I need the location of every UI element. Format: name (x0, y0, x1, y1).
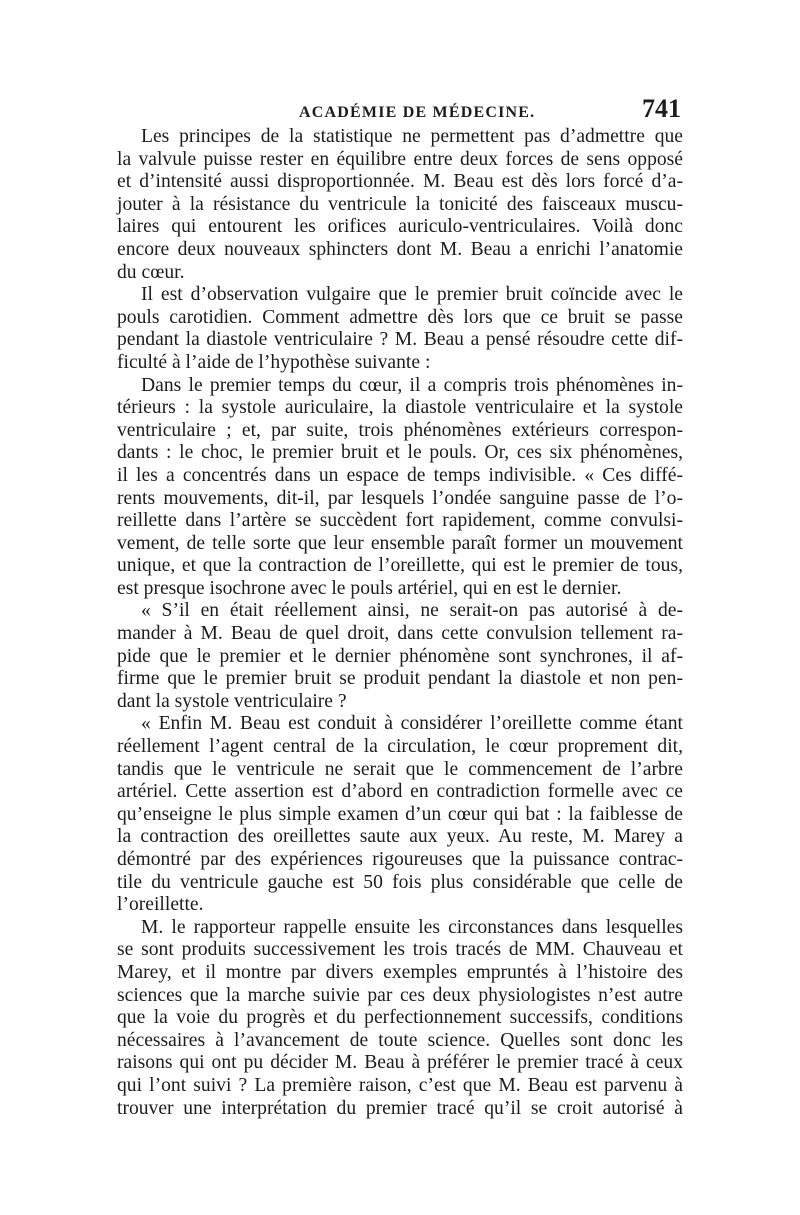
paragraph (117, 375, 683, 601)
text-line: est presque isochrone avec le pouls artériel, qui en est le dernier. (117, 577, 622, 599)
text-line: démontré par des expériences rigoureuses que la puissance contrac- (117, 849, 683, 870)
text-line: unique, et que la contraction de l’oreillette, qui est le premier de tous, (117, 555, 683, 577)
text-line: réellement l’agent central de la circulation, le cœur proprement dit, (117, 736, 683, 758)
running-title: ACADÉMIE DE MÉDECINE. (299, 104, 536, 121)
text-line: térieurs : la systole auriculaire, la diastole ventriculaire et la systole (117, 397, 683, 419)
text-line: ficulté à l’aide de l’hypothèse suivante : (117, 351, 431, 373)
text-line: pide que le premier et le dernier phénomène sont synchrones, il af- (117, 645, 683, 667)
text-line: nécessaires à l’avancement de toute science. Quelles sont donc les (117, 1029, 683, 1051)
text-line: Les principes de la statistique ne permettent pas d’admettre que (141, 126, 683, 147)
text-line: sciences que la marche suivie par ces deux physiologistes n’est autre (117, 984, 683, 1006)
text-line: reillette dans l’artère se succèdent fort rapidement, comme convulsi- (117, 510, 683, 532)
text-line: la valvule puisse rester en équilibre entre deux forces de sens opposé (117, 148, 683, 170)
text-line: dant la systole ventriculaire ? (117, 690, 347, 712)
paragraph (117, 600, 683, 713)
text-line: « Enfin M. Beau est conduit à considérer l’oreillette comme étant (141, 713, 683, 735)
text-line: et d’intensité aussi disproportionnée. M. Beau est dès lors forcé d’a- (117, 171, 683, 193)
text-line: Marey, et il montre par divers exemples empruntés à l’histoire des (117, 961, 683, 983)
text-line: raisons qui ont pu décider M. Beau à préférer le premier tracé à ceux (117, 1052, 683, 1074)
text-line: rents mouvements, dit-il, par lesquels l’ondée sanguine passe de l’o- (117, 487, 683, 509)
text-line: Dans le premier temps du cœur, il a compris trois phénomènes in- (141, 374, 683, 396)
text-line: pouls carotidien. Comment admettre dès lors que ce bruit se passe (117, 306, 683, 328)
text-line: trouver une interprétation du premier tracé qu’il se croit autorisé à (117, 1097, 683, 1119)
text-line: dants : le choc, le premier bruit et le pouls. Or, ces six phénomènes, (117, 442, 683, 464)
text-line: pendant la diastole ventriculaire ? M. Beau a pensé résoudre cette dif- (117, 329, 683, 351)
text-line: laires qui entourent les orifices auriculo-ventriculaires. Voilà donc (117, 216, 683, 238)
text-line: tandis que le ventricule ne serait que le commencement de l’arbre (117, 758, 683, 780)
text-line: Il est d’observation vulgaire que le premier bruit coïncide avec le (141, 284, 683, 306)
text-line: qu’enseigne le plus simple examen d’un cœur qui bat : la faiblesse de (117, 803, 683, 825)
paragraph (117, 917, 683, 1120)
text-line: artériel. Cette assertion est d’abord en contradiction formelle avec ce (117, 781, 683, 803)
paragraph (117, 126, 683, 284)
text-line: se sont produits successivement les trois tracés de MM. Chauveau et (117, 939, 683, 961)
body-text (117, 126, 683, 1120)
text-line: qui l’ont suivi ? La première raison, c’est que M. Beau est parvenu à (117, 1074, 683, 1096)
text-line: l’oreillette. (117, 894, 204, 916)
text-line: jouter à la résistance du ventricule la tonicité des faisceaux muscu- (117, 193, 683, 215)
text-line: tile du ventricule gauche est 50 fois plus considérable que celle de (117, 871, 683, 893)
text-line: M. le rapporteur rappelle ensuite les circonstances dans lesquelles (141, 916, 683, 938)
paragraph (117, 713, 683, 916)
paragraph (117, 284, 683, 374)
text-line: encore deux nouveaux sphincters dont M. Beau a enrichi l’anatomie (117, 238, 683, 260)
text-line: du cœur. (117, 261, 185, 283)
page-number: 741 (642, 94, 681, 123)
text-line: ventriculaire ; et, par suite, trois phénomènes extérieurs correspon- (117, 419, 683, 441)
text-line: vement, de telle sorte que leur ensemble paraît former un mouvement (117, 532, 683, 554)
text-line: firme que le premier bruit se produit pendant la diastole et non pen- (117, 668, 683, 690)
text-line: « S’il en était réellement ainsi, ne serait-on pas autorisé à de- (141, 600, 683, 622)
text-line: mander à M. Beau de quel droit, dans cette convulsion tellement ra- (117, 623, 683, 645)
text-line: la contraction des oreillettes saute aux yeux. Au reste, M. Marey a (117, 826, 683, 848)
text-line: il les a concentrés dans un espace de temps indivisible. « Ces diffé- (117, 464, 683, 486)
text-line: que la voie du progrès et du perfectionnement successifs, conditions (117, 1007, 683, 1029)
